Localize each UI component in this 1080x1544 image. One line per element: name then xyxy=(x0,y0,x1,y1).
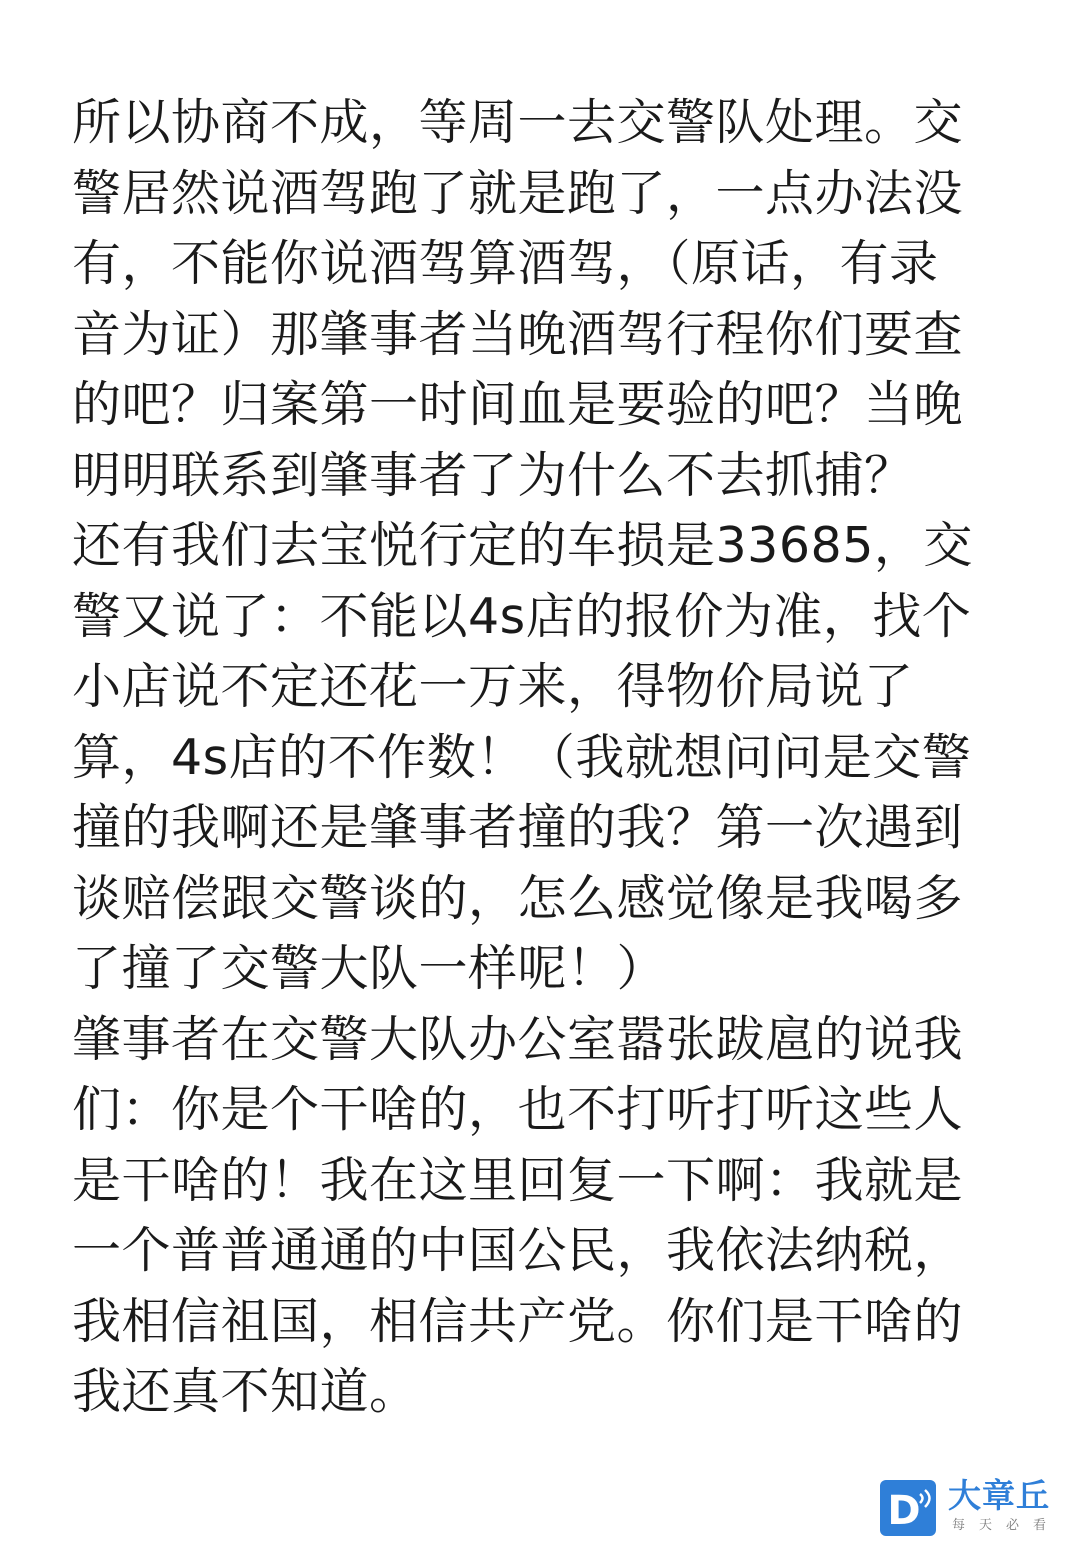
post-line: 我相信祖国，相信共产党。你们是干啥的 xyxy=(72,1292,964,1350)
watermark xyxy=(876,1478,1076,1538)
post-line: 一个普普通通的中国公民，我依法纳税， xyxy=(72,1222,964,1279)
post-line: 小店说不定还花一万来，得物价局说了 xyxy=(72,658,914,715)
post-line: 是干啥的！我在这里回复一下啊：我就是 xyxy=(72,1151,964,1209)
post-line: 了撞了交警大队一样呢！） xyxy=(72,940,667,997)
post-line: 还有我们去宝悦行定的车损是33685，交 xyxy=(72,517,973,574)
post-line: 的吧？归案第一时间血是要验的吧？当晚 xyxy=(72,376,964,433)
post-line: 谈赔偿跟交警谈的，怎么感觉像是我喝多 xyxy=(72,869,964,927)
post-line: 肇事者在交警大队办公室嚣张跋扈的说我 xyxy=(72,1010,964,1068)
brand-logo-icon xyxy=(880,1480,936,1536)
post-line: 警又说了：不能以4s店的报价为准，找个 xyxy=(72,587,972,645)
logo-letter: D xyxy=(887,1488,921,1534)
post-line: 所以协商不成，等周一去交警队处理。交 xyxy=(72,94,964,151)
post-line: 明明联系到肇事者了为什么不去抓捕？ xyxy=(72,446,914,504)
post-line: 我还真不知道。 xyxy=(72,1363,419,1420)
brand-title: 大章丘 xyxy=(948,1476,1050,1515)
post-line: 撞的我啊还是肇事者撞的我？第一次遇到 xyxy=(72,799,964,856)
post-line: 们：你是个干啥的，也不打听打听这些人 xyxy=(72,1081,964,1138)
post-line: 警居然说酒驾跑了就是跑了，一点办法没 xyxy=(72,164,964,222)
brand-subtitle: 每天必看 xyxy=(952,1518,1061,1533)
post-body xyxy=(72,88,1012,1428)
post-line: 有，不能你说酒驾算酒驾，（原话，有录 xyxy=(72,235,939,292)
post-line: 音为证）那肇事者当晚酒驾行程你们要查 xyxy=(72,305,964,363)
post-line: 算，4s店的不作数！（我就想问问是交警 xyxy=(72,728,972,786)
